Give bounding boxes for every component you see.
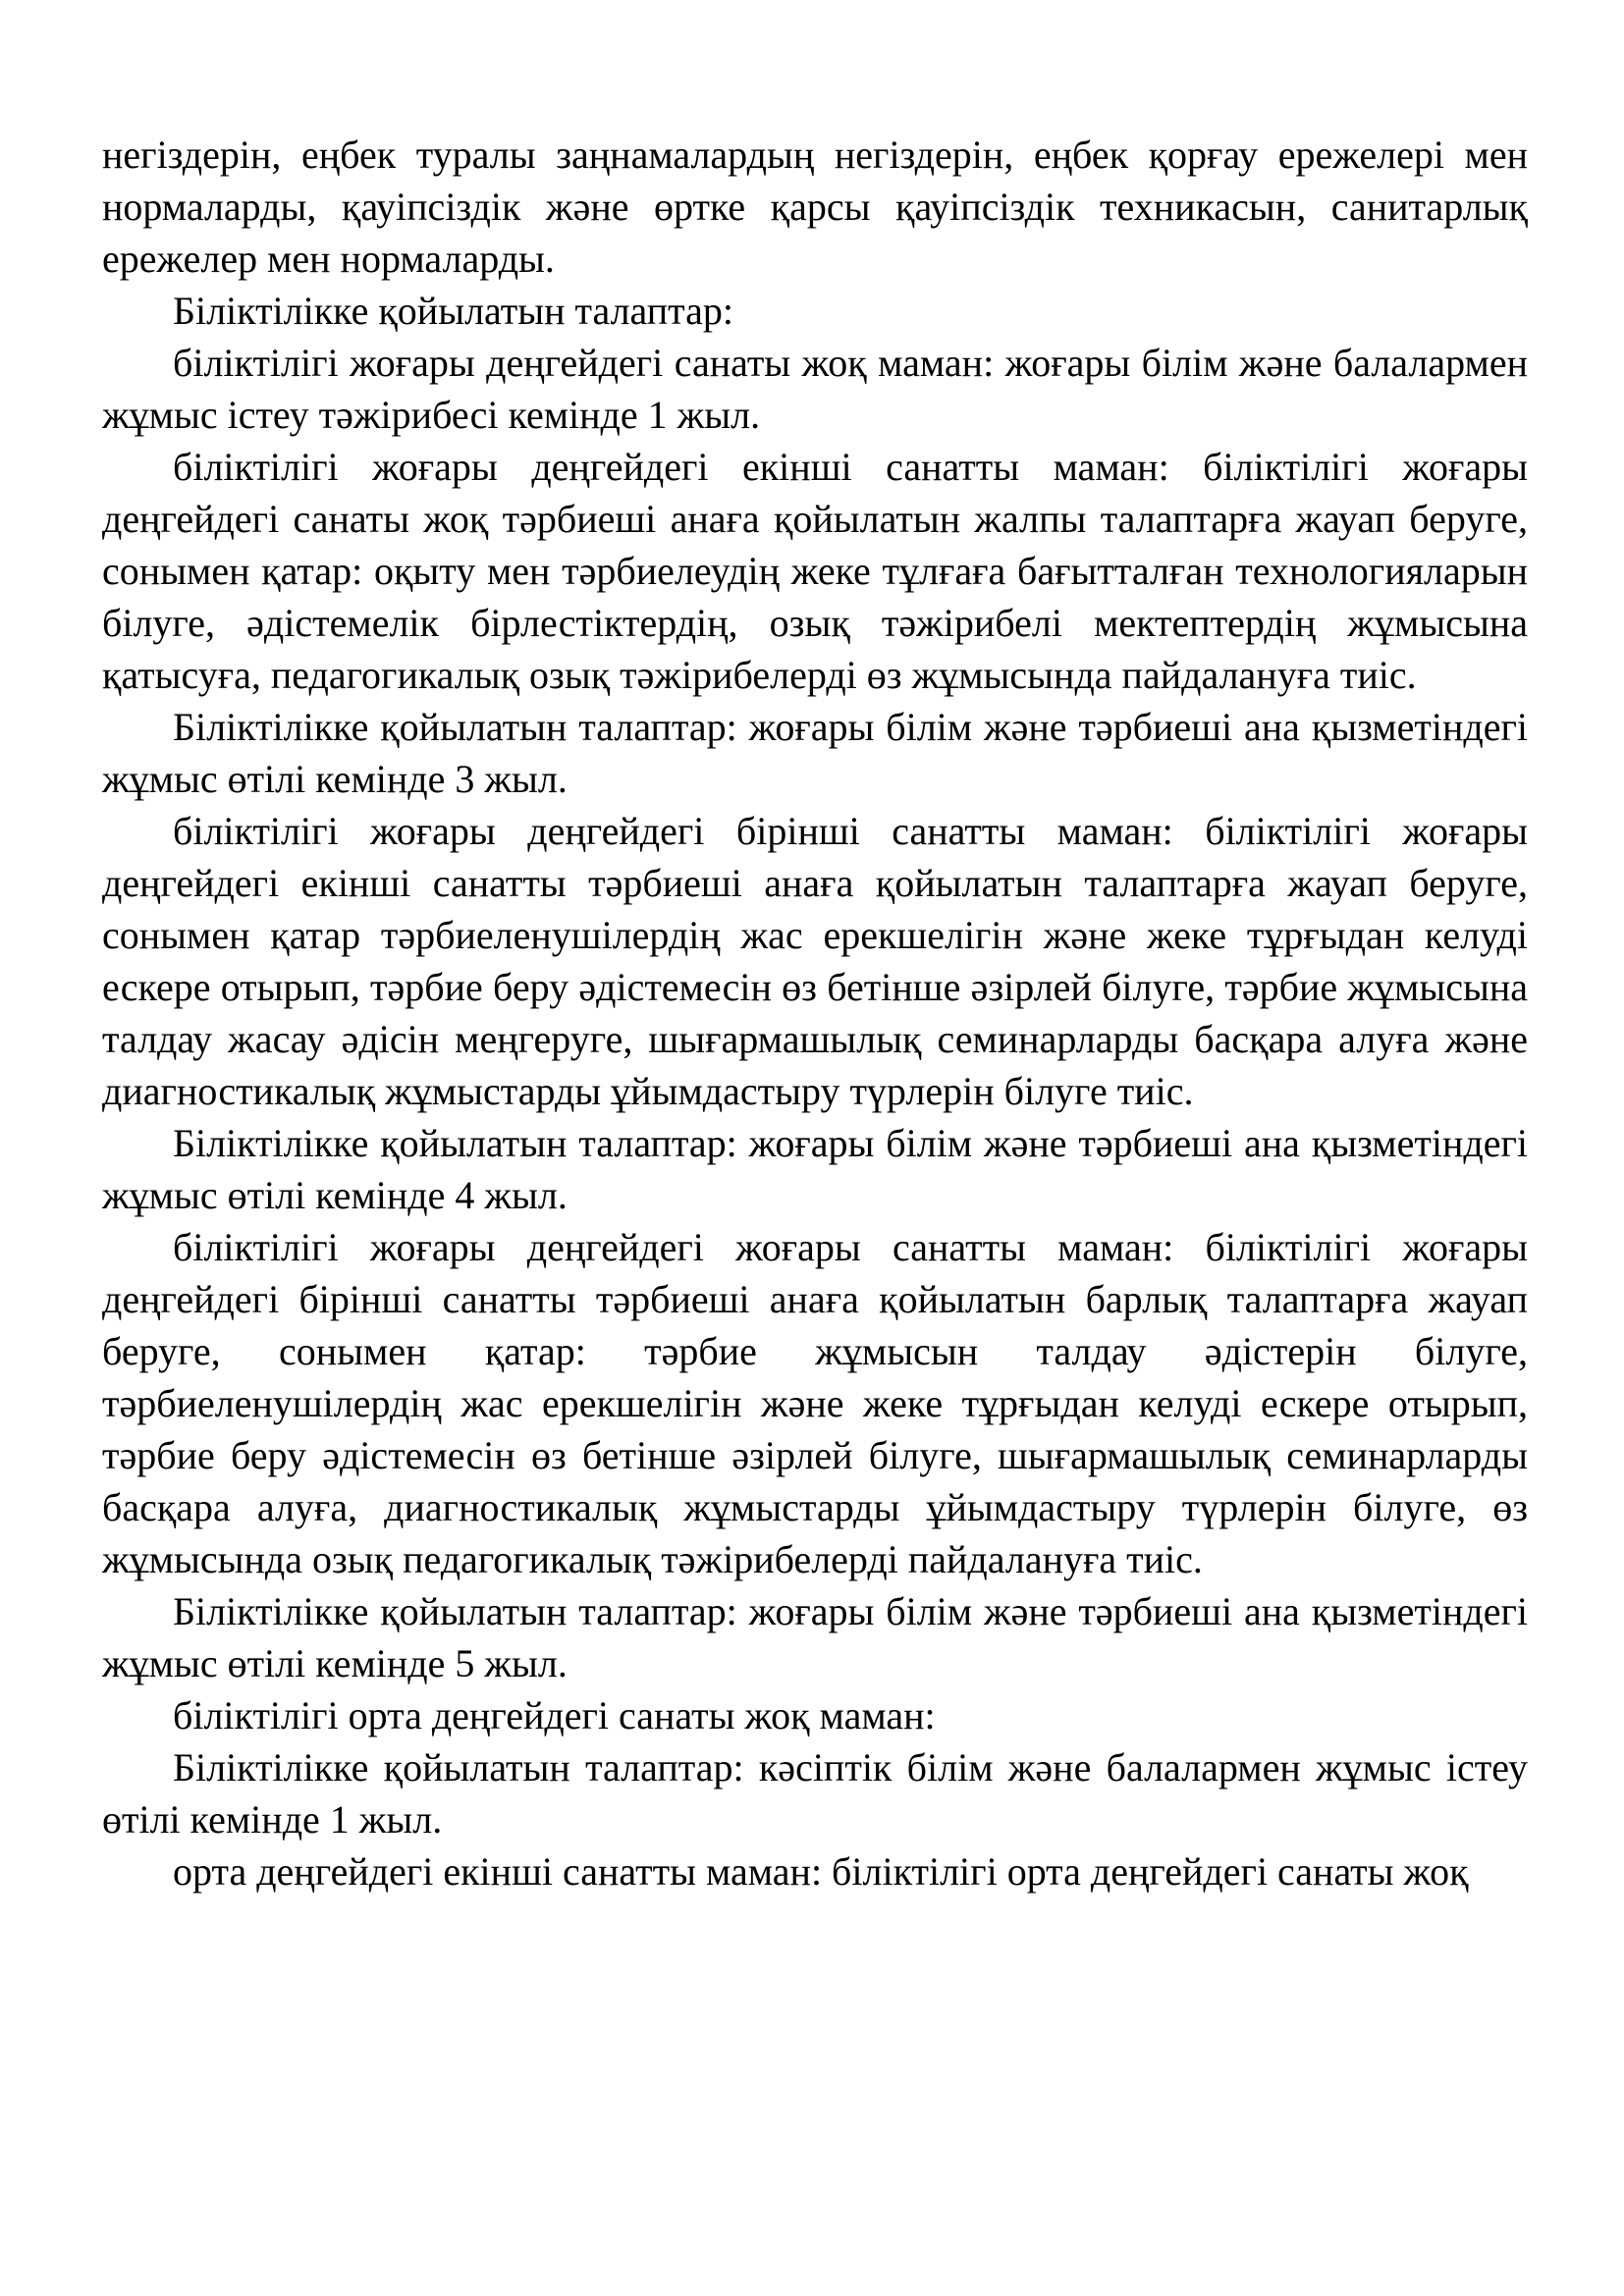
- paragraph: негіздерін, еңбек туралы заңнамалардың негіздерін, еңбек қорғау ережелері мен нормаларды, қауіпсіздік және өртке қарсы қауіпсіздік техникасын, санитарлық ережелер мен нормаларды.: [102, 133, 1528, 281]
- paragraph: орта деңгейдегі екінші санатты маман: біліктілігі орта деңгейдегі санаты жоқ: [173, 1849, 1469, 1894]
- paragraph: Біліктілікке қойылатын талаптар: кәсіптік білім және балалармен жұмыс істеу өтілі кемінде 1 жыл.: [102, 1745, 1528, 1842]
- paragraph: біліктілігі жоғары деңгейдегі екінші санатты маман: біліктілігі жоғары деңгейдегі санаты жоқ тәрбиеші анаға қойылатын жалпы талаптарға жауап беруге, сонымен қатар: оқыту мен тәрбиелеудің жеке тұлғаға бағытталған технологияларын білуге, әдістемелік бірлестіктердің, озық тәжірибелі мектептердің жұмысына қатысуға, педагогикалық озық тәжірибелерді өз жұмысында пайдалануға тиіс.: [102, 445, 1528, 697]
- paragraph: біліктілігі жоғары деңгейдегі жоғары санатты маман: біліктілігі жоғары деңгейдегі бірінші санатты тәрбиеші анаға қойылатын барлық талаптарға жауап беруге, сонымен қатар: тәрбие жұмысын талдау әдістерін білуге, тәрбиеленушілердің жас ерекшелігін және жеке тұрғыдан келуді ескере отырып, тәрбие беру әдістемесін өз бетінше әзірлей білуге, шығармашылық семинарларды басқара алуға, диагностикалық жұмыстарды ұйымдастыру түрлерін білуге, өз жұмысында озық педагогикалық тәжірибелерді пайдалануға тиіс.: [102, 1225, 1528, 1581]
- paragraph: біліктілігі жоғары деңгейдегі санаты жоқ маман: жоғары білім және балалармен жұмыс істеу тәжірибесі кемінде 1 жыл.: [102, 341, 1528, 437]
- paragraph: Біліктілікке қойылатын талаптар: жоғары білім және тәрбиеші ана қызметіндегі жұмыс өтілі кемінде 5 жыл.: [102, 1589, 1528, 1685]
- document-body: [102, 129, 1528, 1897]
- paragraph: біліктілігі орта деңгейдегі санаты жоқ маман:: [173, 1693, 936, 1737]
- paragraph: Біліктілікке қойылатын талаптар: жоғары білім және тәрбиеші ана қызметіндегі жұмыс өтілі кемінде 4 жыл.: [102, 1121, 1528, 1217]
- paragraph: біліктілігі жоғары деңгейдегі бірінші санатты маман: біліктілігі жоғары деңгейдегі екінші санатты тәрбиеші анаға қойылатын талаптарға жауап беруге, сонымен қатар тәрбиеленушілердің жас ерекшелігін және жеке тұрғыдан келуді ескере отырып, тәрбие беру әдістемесін өз бетінше әзірлей білуге, тәрбие жұмысына талдау жасау әдісін меңгеруге, шығармашылық семинарларды басқара алуға және диагностикалық жұмыстарды ұйымдастыру түрлерін білуге тиіс.: [102, 809, 1528, 1113]
- paragraph: Біліктілікке қойылатын талаптар: жоғары білім және тәрбиеші ана қызметіндегі жұмыс өтілі кемінде 3 жыл.: [102, 705, 1528, 801]
- paragraph: Біліктілікке қойылатын талаптар:: [173, 289, 734, 333]
